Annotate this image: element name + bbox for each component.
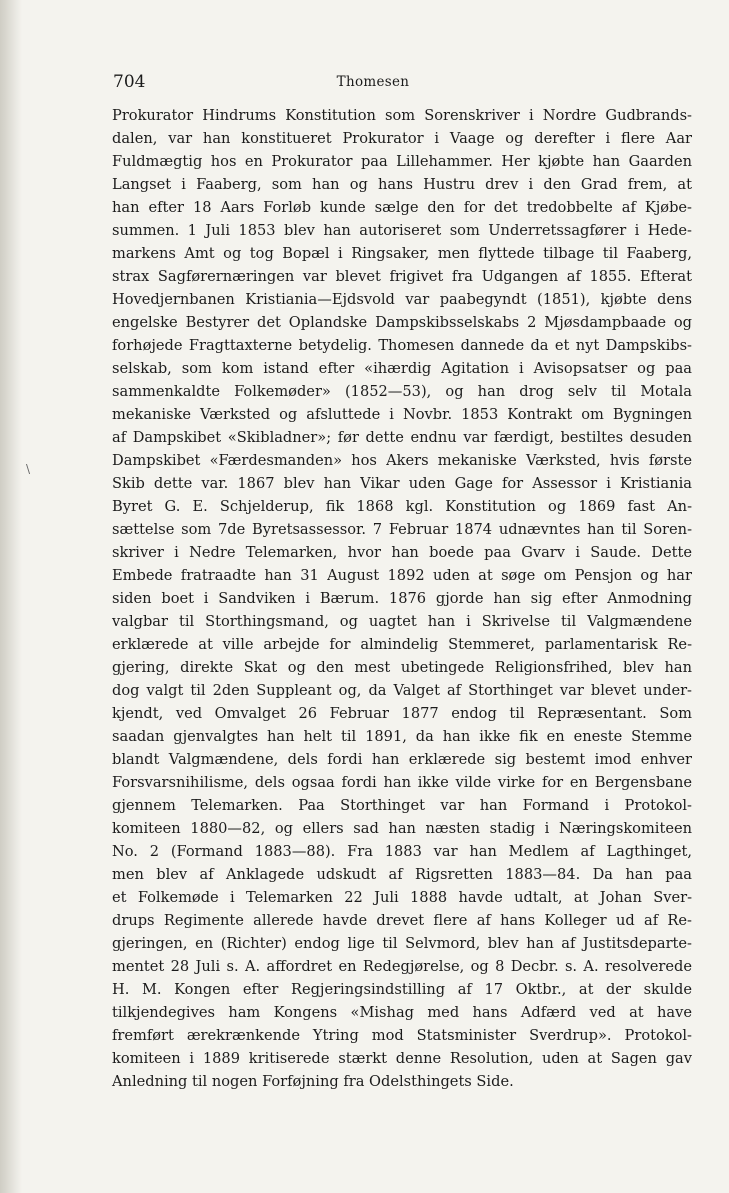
text-line: Prokurator Hindrums Konstitution som Sorenskriver i Nordre Gudbrands- <box>112 107 692 124</box>
text-line: gjeringen, en (Richter) endog lige til Selvmord, blev han af Justitsdeparte- <box>112 935 692 952</box>
text-line: summen. 1 Juli 1853 blev han autoriseret som Underretssagfører i Hede- <box>112 222 692 239</box>
text-line: selskab, som kom istand efter «ihærdig Agitation i Avisopsatser og paa <box>112 360 692 377</box>
text-line: Forsvarsnihilisme, dels ogsaa fordi han ikke vilde virke for en Bergensbane <box>112 774 692 791</box>
text-line: dog valgt til 2den Suppleant og, da Valget af Storthinget var blevet under- <box>112 682 692 699</box>
text-line: forhøjede Fragttaxterne betydelig. Thomesen dannede da et nyt Dampskibs- <box>112 337 692 354</box>
page-header <box>113 72 633 94</box>
text-line: Skib dette var. 1867 blev han Vikar uden Gage for Assessor i Kristiania <box>112 475 692 492</box>
text-line: tilkjendegives ham Kongens «Mishag med hans Adfærd ved at have <box>112 1004 692 1021</box>
text-line: skriver i Nedre Telemarken, hvor han boede paa Gvarv i Saude. Dette <box>112 544 692 561</box>
text-line: Fuldmægtig hos en Prokurator paa Lillehammer. Her kjøbte han Gaarden <box>112 153 692 170</box>
text-line: sammenkaldte Folkemøder» (1852—53), og han drog selv til Motala <box>112 383 692 400</box>
text-line: mekaniske Værksted og afsluttede i Novbr. 1853 Kontrakt om Bygningen <box>112 406 692 423</box>
text-line: sættelse som 7de Byretsassessor. 7 Februar 1874 udnævntes han til Soren- <box>112 521 692 538</box>
text-line: Anledning til nogen Forføjning fra Odelsthingets Side. <box>112 1073 514 1090</box>
margin-mark: \ <box>26 462 31 476</box>
text-line: markens Amt og tog Bopæl i Ringsaker, men flyttede tilbage til Faaberg, <box>112 245 692 262</box>
text-line: gjennem Telemarken. Paa Storthinget var han Formand i Protokol- <box>112 797 692 814</box>
text-line: blandt Valgmændene, dels fordi han erklærede sig bestemt imod enhver <box>112 751 692 768</box>
text-line: han efter 18 Aars Forløb kunde sælge den for det tredobbelte af Kjøbe- <box>112 199 692 216</box>
text-line: strax Sagførernæringen var blevet frigivet fra Udgangen af 1855. Efterat <box>112 268 692 285</box>
text-line: erklærede at ville arbejde for almindelig Stemmeret, parlamentarisk Re- <box>112 636 692 653</box>
text-line: komiteen i 1889 kritiserede stærkt denne Resolution, uden at Sagen gav <box>112 1050 692 1067</box>
text-line: men blev af Anklagede udskudt af Rigsretten 1883—84. Da han paa <box>112 866 692 883</box>
text-line: et Folkemøde i Telemarken 22 Juli 1888 havde udtalt, at Johan Sver- <box>112 889 692 906</box>
text-line: No. 2 (Formand 1883—88). Fra 1883 var han Medlem af Lagthinget, <box>112 843 692 860</box>
body-text <box>112 104 692 1093</box>
text-line: saadan gjenvalgtes han helt til 1891, da han ikke fik en eneste Stemme <box>112 728 692 745</box>
text-line: kjendt, ved Omvalget 26 Februar 1877 endog til Repræsentant. Som <box>112 705 692 722</box>
text-line: komiteen 1880—82, og ellers sad han næsten stadig i Næringskomiteen <box>112 820 692 837</box>
text-line: engelske Bestyrer det Oplandske Dampskibsselskabs 2 Mjøsdampbaade og <box>112 314 692 331</box>
page-number: 704 <box>113 72 146 92</box>
text-line: af Dampskibet «Skibladner»; før dette endnu var færdigt, bestiltes desuden <box>112 429 692 446</box>
text-line: dalen, var han konstitueret Prokurator i Vaage og derefter i flere Aar <box>112 130 692 147</box>
text-line: Embede fratraadte han 31 August 1892 uden at søge om Pensjon og har <box>112 567 692 584</box>
text-line: siden boet i Sandviken i Bærum. 1876 gjorde han sig efter Anmodning <box>112 590 692 607</box>
text-line: valgbar til Storthingsmand, og uagtet han i Skrivelse til Valgmændene <box>112 613 692 630</box>
text-line: drups Regimente allerede havde drevet flere af hans Kolleger ud af Re- <box>112 912 692 929</box>
text-line: Byret G. E. Schjelderup, fik 1868 kgl. Konstitution og 1869 fast An- <box>112 498 692 515</box>
text-line: gjering, direkte Skat og den mest ubetingede Religionsfrihed, blev han <box>112 659 692 676</box>
text-line: fremført ærekrænkende Ytring mod Statsminister Sverdrup». Protokol- <box>112 1027 692 1044</box>
text-line: mentet 28 Juli s. A. affordret en Redegjørelse, og 8 Decbr. s. A. resolverede <box>112 958 692 975</box>
running-title: Thomesen <box>336 74 410 90</box>
text-line: Dampskibet «Færdesmanden» hos Akers mekaniske Værksted, hvis første <box>112 452 692 469</box>
text-line: H. M. Kongen efter Regjeringsindstilling af 17 Oktbr., at der skulde <box>112 981 692 998</box>
page-edge-shadow <box>0 0 22 1193</box>
text-line: Hovedjernbanen Kristiania—Ejdsvold var paabegyndt (1851), kjøbte dens <box>112 291 692 308</box>
text-line: Langset i Faaberg, som han og hans Hustru drev i den Grad frem, at <box>112 176 692 193</box>
